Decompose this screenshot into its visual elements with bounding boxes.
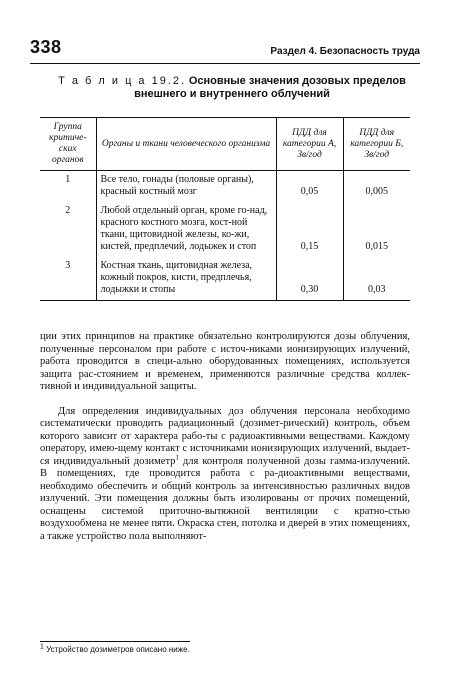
paragraph-text: для контроля полученной дозы гамма-излучений. В помещениях, где проводится работа с ра-диоактивными веществами, необходимо обеспечить и общий контроль за интенсивностью различных видов излучений. Эти помещения должны быть изолированы от прочих помещений, оснащены системой приточно-вытяжной вентиляции с кратно-стью воздухообмена не менее пяти. Окраска стен, потолка и дверей в этих помещениях, а также устройство пола выполняют-: [40, 455, 410, 542]
footnote: [40, 645, 190, 655]
header-category-b: ПДД для категории Б, Зв/год: [343, 118, 410, 171]
cell-category-a: 0,05: [276, 171, 343, 203]
cell-group: 3: [40, 257, 96, 301]
running-head: Раздел 4. Безопасность труда: [270, 46, 420, 57]
footnote-ref[interactable]: 1: [175, 453, 179, 461]
paragraph: ции этих принципов на практике обязательно контролируются дозы облучения, полученные персоналом при работе с источ-никами ионизирующих излучений, работа проводится в специ-ально оборудованных помещениях, используется защита рас-стоянием и временем, применяются различные средства коллек-тивной и индивидуальной защиты.: [40, 331, 410, 392]
footnote-text: Устройство дозиметров описано ниже.: [43, 645, 190, 654]
paragraph-text: Для определения индивидуальных доз облучения персонала необходимо систематически проводить радиационный (дозимет-рический) контроль, объем которого зависит от характера рабо-ты с радиоактивными веществами. Каждому оператору, имею-щему контакт с источниками ионизирующих излучений, выдает-ся индивидуальный дозиметр: [40, 405, 410, 467]
cell-organs: Любой отдельный орган, кроме го-над, красного костного мозга, кост-ной ткани, щитовидной железы, ко-жи, кистей, предплечий, лодыжек и стоп: [96, 202, 276, 257]
cell-category-b: 0,015: [343, 202, 410, 257]
body-text: [40, 331, 410, 555]
cell-group: 2: [65, 205, 71, 216]
footnote-rule: [40, 641, 190, 642]
paragraph: [40, 406, 410, 544]
cell-category-a: 0,30: [276, 257, 343, 301]
table-row: [40, 257, 410, 301]
cell-organs: Все тело, гонады (половые органы), красный костный мозг: [96, 171, 276, 203]
cell-organs: Костная ткань, щитовидная железа, кожный покров, кисти, предплечья, лодыжки и стопы: [96, 257, 276, 301]
header-category-a: ПДД для категории А, Зв/год: [276, 118, 343, 171]
cell-category-b: 0,005: [343, 171, 410, 203]
table-title: Основные значения дозовых пределов внешнего и внутреннего облучений: [134, 75, 406, 100]
footnote-marker: 1: [40, 643, 44, 651]
table-label: Т а б л и ц а 19.2.: [58, 75, 187, 87]
page-number: 338: [30, 37, 62, 57]
cell-category-a: 0,15: [276, 202, 343, 257]
dose-limits-table: [40, 117, 410, 301]
header-rule: [30, 63, 420, 64]
table-header-row: [40, 118, 410, 171]
cell-group: 1: [65, 174, 71, 185]
header-organs: Органы и ткани человеческого организма: [96, 118, 276, 171]
header-group: Группа критиче-ских органов: [40, 118, 96, 171]
table-row: [40, 171, 410, 203]
table-caption: [42, 75, 422, 101]
cell-category-b: 0,03: [343, 257, 410, 301]
table-row: [40, 202, 410, 257]
